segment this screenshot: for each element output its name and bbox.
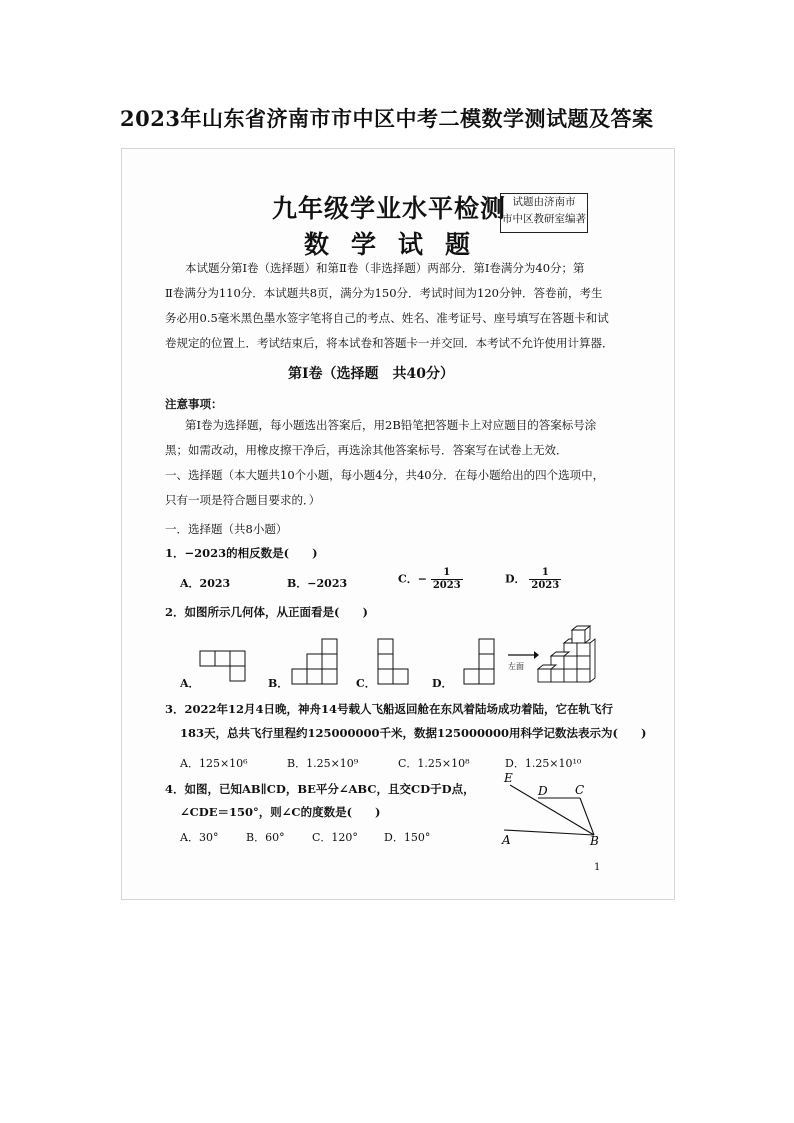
q2-view-c	[376, 637, 414, 689]
front-view-label: 左面	[508, 662, 524, 671]
point-c-label: C	[575, 783, 585, 797]
q3-option-b: B．1.25×10⁹	[287, 757, 359, 770]
exam-title: 九年级学业水平检测	[272, 194, 507, 223]
q3-option-c: C．1.25×10⁸	[398, 757, 470, 770]
q2-label-d: D．	[432, 677, 453, 690]
q2-solid-figure	[534, 625, 598, 695]
page-number: 1	[594, 862, 601, 873]
part1-title: 第Ⅰ卷（选择题 共40分）	[288, 366, 455, 382]
q1-option-c-label: C．−	[398, 572, 427, 586]
q3-option-a: A．125×10⁶	[180, 757, 248, 770]
section1-line-1: 一、选择题（本大题共10个小题，每小题4分，共40分．在每小题给出的四个选项中，	[165, 468, 605, 482]
q4-geometry-figure	[498, 769, 608, 849]
stamp-line-1: 试题由济南市	[512, 196, 576, 208]
q1-c-denominator: 2023	[432, 580, 461, 591]
point-b-label: B	[590, 834, 599, 848]
exam-subtitle: 数学试题	[304, 230, 493, 259]
q4-option-c: C．120°	[312, 831, 358, 844]
q1-option-c-fraction	[431, 567, 463, 592]
point-a-label: A	[502, 833, 511, 847]
document-title: 2023年山东省济南市市中区中考二模数学测试题及答案	[120, 106, 654, 131]
subsection-title: 一．选择题（共8小题）	[165, 522, 288, 536]
intro-line-3: 务必用0.5毫米黑色墨水签字笔将自己的考点、姓名、准考证号、座号填写在答题卡和试	[165, 311, 609, 325]
q2-label-c: C．	[356, 677, 376, 690]
q2-view-a-extra	[228, 649, 250, 685]
stamp-line-2: 市中区教研室编著	[502, 213, 586, 225]
q2-view-d	[462, 637, 500, 689]
q4-stem-line-2: ∠CDE＝150°，则∠C的度数是( )	[180, 805, 381, 819]
q1-d-numerator: 1	[541, 567, 549, 578]
q1-option-c	[398, 567, 463, 592]
q1-option-d	[505, 567, 561, 592]
q3-option-d: D．1.25×10¹⁰	[505, 757, 582, 770]
q1-c-numerator: 1	[443, 567, 451, 578]
q1-option-d-label: D．	[505, 572, 526, 586]
notice-line-1: 第Ⅰ卷为选择题，每小题选出答案后，用2B铅笔把答题卡上对应题目的答案标号涂	[185, 418, 597, 432]
q4-option-a: A．30°	[180, 831, 219, 844]
q2-label-a: A．	[180, 677, 200, 690]
exam-scan	[121, 148, 675, 900]
q3-stem-line-2: 183天，总共飞行里程约125000000千米，数据125000000用科学记数法表示为( )	[180, 726, 647, 740]
q4-stem-line-1: 4．如图，已知AB∥CD，BE平分∠ABC，且交CD于D点，	[165, 782, 475, 796]
q4-option-d: D．150°	[384, 831, 431, 844]
point-e-label: E	[504, 771, 513, 785]
q4-option-b: B．60°	[246, 831, 285, 844]
notice-label: 注意事项：	[165, 397, 223, 411]
intro-line-1: 本试题分第Ⅰ卷（选择题）和第Ⅱ卷（非选择题）两部分．第Ⅰ卷满分为40分；第	[185, 261, 585, 275]
q1-option-b: B．−2023	[287, 577, 348, 590]
q2-view-b	[290, 637, 342, 689]
q1-option-a: A．2023	[180, 577, 231, 590]
q2-stem: 2．如图所示几何体，从正面看是( )	[165, 605, 368, 619]
editor-stamp	[500, 193, 588, 233]
intro-line-2: Ⅱ卷满分为110分．本试题共8页，满分为150分．考试时间为120分钟．答卷前，考生	[165, 286, 603, 300]
intro-line-4: 卷规定的位置上．考试结束后，将本试卷和答题卡一并交回．本考试不允许使用计算器．	[165, 336, 614, 350]
notice-line-2: 黑；如需改动，用橡皮擦干净后，再选涂其他答案标号．答案写在试卷上无效．	[165, 443, 568, 457]
q3-stem-line-1: 3．2022年12月4日晚，神舟14号载人飞船返回舱在东风着陆场成功着陆，它在轨飞行	[165, 702, 614, 716]
section1-line-2: 只有一项是符合题目要求的．）	[165, 493, 321, 507]
q2-label-b: B．	[268, 677, 289, 690]
q1-d-denominator: 2023	[531, 580, 560, 591]
point-d-label: D	[538, 784, 548, 798]
q1-option-d-fraction	[529, 567, 561, 592]
q1-stem: 1．−2023的相反数是( )	[165, 546, 318, 560]
